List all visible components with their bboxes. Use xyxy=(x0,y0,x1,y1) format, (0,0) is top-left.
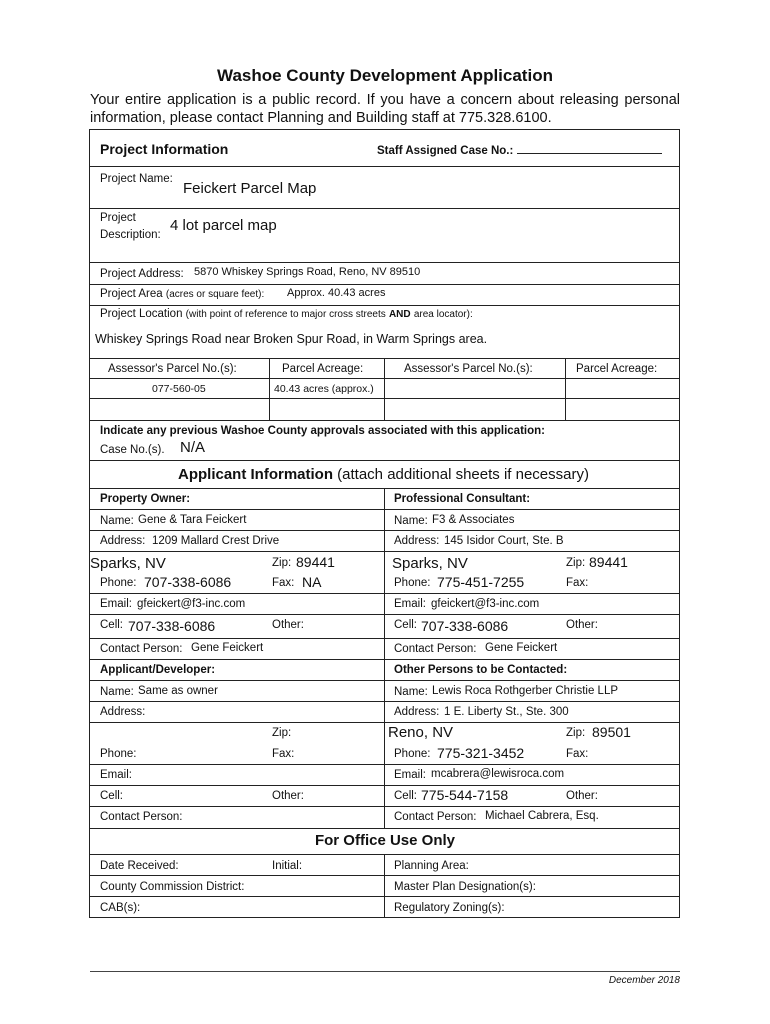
dev-name-value[interactable]: Same as owner xyxy=(138,685,218,697)
oth-name-label: Name: xyxy=(394,686,428,698)
owner-other-label: Other: xyxy=(272,619,304,631)
cab-label: CAB(s): xyxy=(100,902,141,914)
oth-fax-label: Fax: xyxy=(566,748,589,760)
cons-other-label: Other: xyxy=(566,619,598,631)
dev-fax-label: Fax: xyxy=(272,748,295,760)
project-area-label: Project Area (acres or square feet): xyxy=(100,288,265,300)
dev-zip-label: Zip: xyxy=(272,727,292,739)
cons-contact-label: Contact Person: xyxy=(394,643,477,655)
office-use-heading: For Office Use Only xyxy=(314,832,456,849)
parcel-row1-apn[interactable]: 077-560-05 xyxy=(152,383,206,395)
oth-address-value[interactable]: 1 E. Liberty St., Ste. 300 xyxy=(444,706,569,718)
oth-city-value[interactable]: Reno, NV xyxy=(388,724,454,741)
oth-email-value[interactable]: mcabrera@lewisroca.com xyxy=(431,768,565,780)
cons-email-value[interactable]: gfeickert@f3-inc.com xyxy=(431,598,540,610)
parcel-row1-acreage[interactable]: 40.43 acres (approx.) xyxy=(274,383,374,395)
oth-zip-label: Zip: xyxy=(566,727,586,739)
consultant-heading: Professional Consultant: xyxy=(394,493,531,505)
owner-zip-value[interactable]: 89441 xyxy=(296,554,335,570)
cons-email-label: Email: xyxy=(394,598,426,610)
cons-cell-value[interactable]: 707-338-6086 xyxy=(421,618,509,634)
project-address-label: Project Address: xyxy=(100,268,184,280)
oth-other-label: Other: xyxy=(566,790,598,802)
owner-fax-label: Fax: xyxy=(272,577,295,589)
footer-date: December 2018 xyxy=(608,975,680,986)
oth-phone-value[interactable]: 775-321-3452 xyxy=(437,745,525,761)
commission-district-label: County Commission District: xyxy=(100,881,245,893)
property-owner-heading: Property Owner: xyxy=(100,493,191,505)
cons-address-value[interactable]: 145 Isidor Court, Ste. B xyxy=(444,535,564,547)
cons-zip-label: Zip: xyxy=(566,557,586,569)
page-title: Washoe County Development Application xyxy=(217,66,553,85)
cons-cell-label: Cell: xyxy=(394,619,418,631)
dev-email-label: Email: xyxy=(100,769,132,781)
owner-fax-value[interactable]: NA xyxy=(302,574,322,590)
footer-rule xyxy=(90,971,680,972)
parcel-col-apn-1: Assessor's Parcel No.(s): xyxy=(108,363,237,375)
parcel-col-acreage-2: Parcel Acreage: xyxy=(576,363,658,375)
owner-phone-value[interactable]: 707-338-6086 xyxy=(144,574,232,590)
cons-zip-value[interactable]: 89441 xyxy=(589,554,628,570)
parcel-col-apn-2: Assessor's Parcel No.(s): xyxy=(404,363,533,375)
owner-contact-value[interactable]: Gene Feickert xyxy=(191,642,264,654)
oth-email-label: Email: xyxy=(394,769,426,781)
owner-email-value[interactable]: gfeickert@f3-inc.com xyxy=(137,598,246,610)
cons-address-label: Address: xyxy=(394,535,440,547)
case-no-field[interactable] xyxy=(517,143,662,154)
cons-name-value[interactable]: F3 & Associates xyxy=(432,514,515,526)
cons-phone-value[interactable]: 775-451-7255 xyxy=(437,574,525,590)
oth-phone-label: Phone: xyxy=(394,748,431,760)
case-no-label: Staff Assigned Case No.: xyxy=(377,143,662,157)
master-plan-label: Master Plan Designation(s): xyxy=(394,881,536,893)
applicant-heading: Applicant Information (attach additional sheets if necessary) xyxy=(178,466,589,483)
owner-address-label: Address: xyxy=(100,535,146,547)
cons-city-value[interactable]: Sparks, NV xyxy=(392,555,468,572)
owner-name-value[interactable]: Gene & Tara Feickert xyxy=(138,514,247,526)
parcel-col-acreage-1: Parcel Acreage: xyxy=(282,363,364,375)
dev-name-label: Name: xyxy=(100,686,134,698)
dev-cell-label: Cell: xyxy=(100,790,124,802)
other-persons-heading: Other Persons to be Contacted: xyxy=(394,664,568,676)
cons-contact-value[interactable]: Gene Feickert xyxy=(485,642,558,654)
owner-phone-label: Phone: xyxy=(100,577,137,589)
cons-name-label: Name: xyxy=(394,515,428,527)
owner-contact-label: Contact Person: xyxy=(100,643,183,655)
oth-address-label: Address: xyxy=(394,706,440,718)
intro-text: Your entire application is a public record. If you have a concern about releasing personal information, please contact Planning and Building staff at 775.328.6100. xyxy=(90,92,680,126)
owner-cell-value[interactable]: 707-338-6086 xyxy=(128,618,216,634)
owner-cell-label: Cell: xyxy=(100,619,124,631)
planning-area-label: Planning Area: xyxy=(394,860,469,872)
cons-fax-label: Fax: xyxy=(566,577,589,589)
owner-email-label: Email: xyxy=(100,598,132,610)
project-name-label: Project Name: xyxy=(100,173,173,185)
cons-phone-label: Phone: xyxy=(394,577,431,589)
project-name-value[interactable]: Feickert Parcel Map xyxy=(183,180,317,197)
dev-phone-label: Phone: xyxy=(100,748,137,760)
owner-zip-label: Zip: xyxy=(272,557,292,569)
oth-contact-value[interactable]: Michael Cabrera, Esq. xyxy=(485,810,599,822)
oth-contact-label: Contact Person: xyxy=(394,811,477,823)
zoning-label: Regulatory Zoning(s): xyxy=(394,902,505,914)
project-desc-label-2: Description: xyxy=(100,229,161,241)
developer-heading: Applicant/Developer: xyxy=(100,664,216,676)
project-location-value[interactable]: Whiskey Springs Road near Broken Spur Road, in Warm Springs area. xyxy=(95,332,488,346)
date-received-label: Date Received: xyxy=(100,860,179,872)
project-address-value[interactable]: 5870 Whiskey Springs Road, Reno, NV 89510 xyxy=(194,266,421,278)
case-nos-label: Case No.(s). xyxy=(100,444,165,456)
owner-name-label: Name: xyxy=(100,515,134,527)
oth-cell-value[interactable]: 775-544-7158 xyxy=(421,787,509,803)
project-heading: Project Information xyxy=(100,141,229,157)
initial-label: Initial: xyxy=(272,860,303,872)
oth-zip-value[interactable]: 89501 xyxy=(592,724,631,740)
oth-cell-label: Cell: xyxy=(394,790,418,802)
dev-address-label: Address: xyxy=(100,706,146,718)
dev-contact-label: Contact Person: xyxy=(100,811,183,823)
project-desc-label: Project xyxy=(100,212,136,224)
previous-approvals-label: Indicate any previous Washoe County approvals associated with this application: xyxy=(100,425,545,437)
dev-other-label: Other: xyxy=(272,790,304,802)
oth-name-value[interactable]: Lewis Roca Rothgerber Christie LLP xyxy=(432,685,619,697)
case-nos-value[interactable]: N/A xyxy=(180,439,206,456)
project-desc-value[interactable]: 4 lot parcel map xyxy=(170,217,277,234)
project-area-value[interactable]: Approx. 40.43 acres xyxy=(287,287,386,299)
owner-address-value[interactable]: 1209 Mallard Crest Drive xyxy=(152,535,280,547)
project-location-label: Project Location (with point of reference to major cross streets AND area locator): xyxy=(100,308,473,320)
owner-city-value[interactable]: Sparks, NV xyxy=(90,555,166,572)
